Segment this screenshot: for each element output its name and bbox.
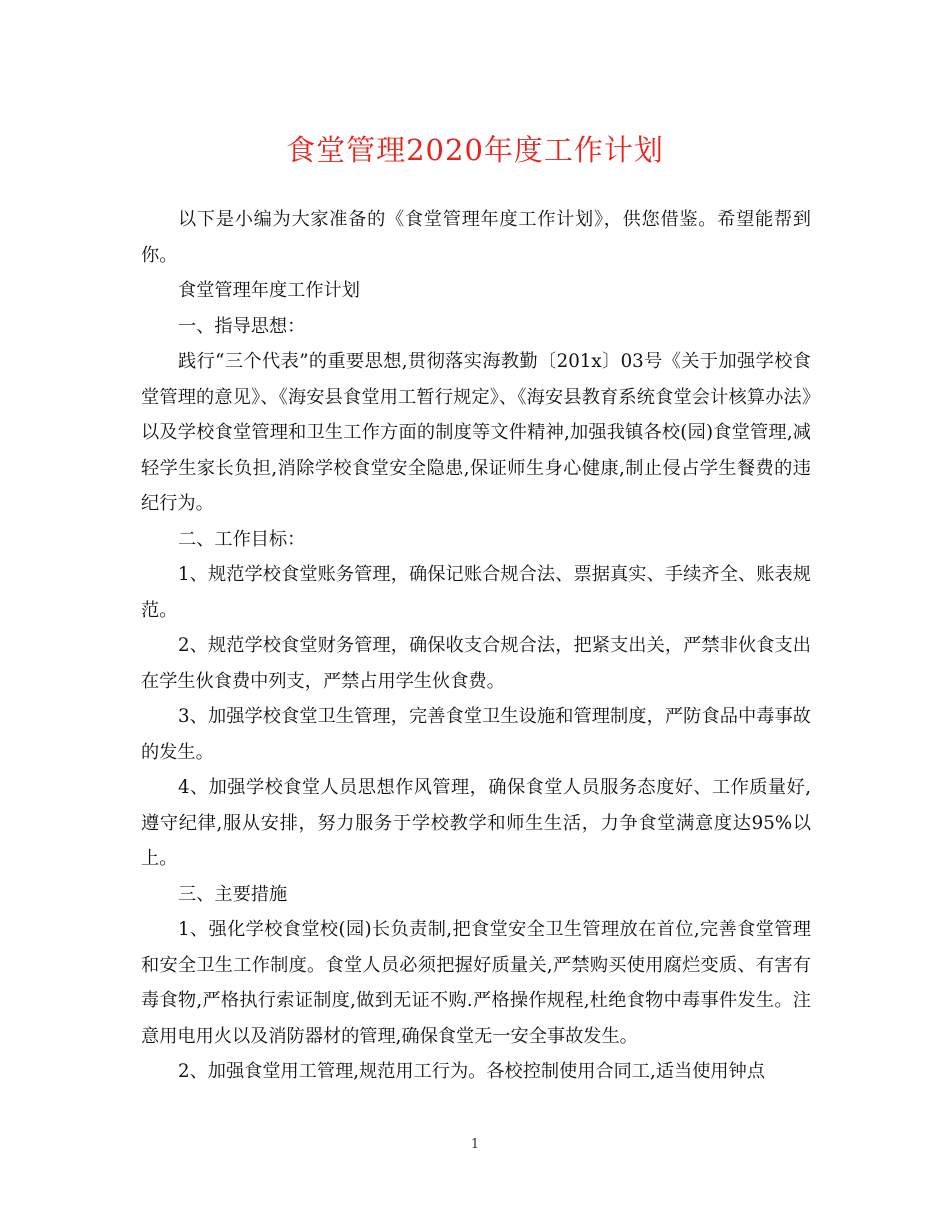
- paragraph-goal-2: 2、规范学校食堂财务管理，确保收支合规合法，把紧支出关，严禁非伙食支出在学生伙食费中列支，严禁占用学生伙食费。: [141, 635, 811, 692]
- paragraph-guiding-ideology: 践行“三个代表”的重要思想,贯彻落实海教勤〔201x〕03号《关于加强学校食堂管理的意见》、《海安县食堂用工暂行规定》、《海安县教育系统食堂会计核算办法》以及学校食堂管理和卫生工作方面的制度等文件精神,加强我镇各校(园)食堂管理,减轻学生家长负担,消除学校食堂安全隐患,保证师生身心健康,制止侵占学生餐费的违纪行为。: [141, 351, 811, 514]
- paragraph-goal-3: 3、加强学校食堂卫生管理，完善食堂卫生设施和管理制度，严防食品中毒事故的发生。: [141, 706, 811, 763]
- paragraph-measure-2: 2、加强食堂用工管理,规范用工行为。各校控制使用合同工,适当使用钟点: [178, 1061, 765, 1082]
- document-title: 食堂管理2020年度工作计划: [286, 133, 664, 167]
- paragraph-measure-1: 1、强化学校食堂校(园)长负责制,把食堂安全卫生管理放在首位,完善食堂管理和安全卫生工作制度。食堂人员必须把握好质量关,严禁购买使用腐烂变质、有害有毒食物,严格执行索证制度,做到无证不购.严格操作规程,杜绝食物中毒事件发生。注意用电用火以及消防器材的管理,确保食堂无一安全事故发生。: [141, 919, 811, 1047]
- paragraph-goal-1: 1、规范学校食堂账务管理，确保记账合规合法、票据真实、手续齐全、账表规范。: [141, 564, 811, 621]
- section-heading-work-goals: 二、工作目标：: [178, 528, 306, 550]
- section-heading-main-measures: 三、主要措施: [178, 883, 288, 905]
- section-heading-guiding-ideology: 一、指导思想：: [178, 315, 306, 337]
- document-body: [141, 202, 811, 1090]
- paragraph-goal-4: 4、加强学校食堂人员思想作风管理，确保食堂人员服务态度好、工作质量好,遵守纪律,服从安排，努力服务于学校教学和师生生活，力争食堂满意度达95%以上。: [141, 777, 811, 869]
- paragraph-subtitle: 食堂管理年度工作计划: [178, 280, 360, 301]
- paragraph-intro: 以下是小编为大家准备的《食堂管理年度工作计划》，供您借鉴。希望能帮到你。: [141, 209, 811, 266]
- page-number: 1: [470, 1137, 480, 1152]
